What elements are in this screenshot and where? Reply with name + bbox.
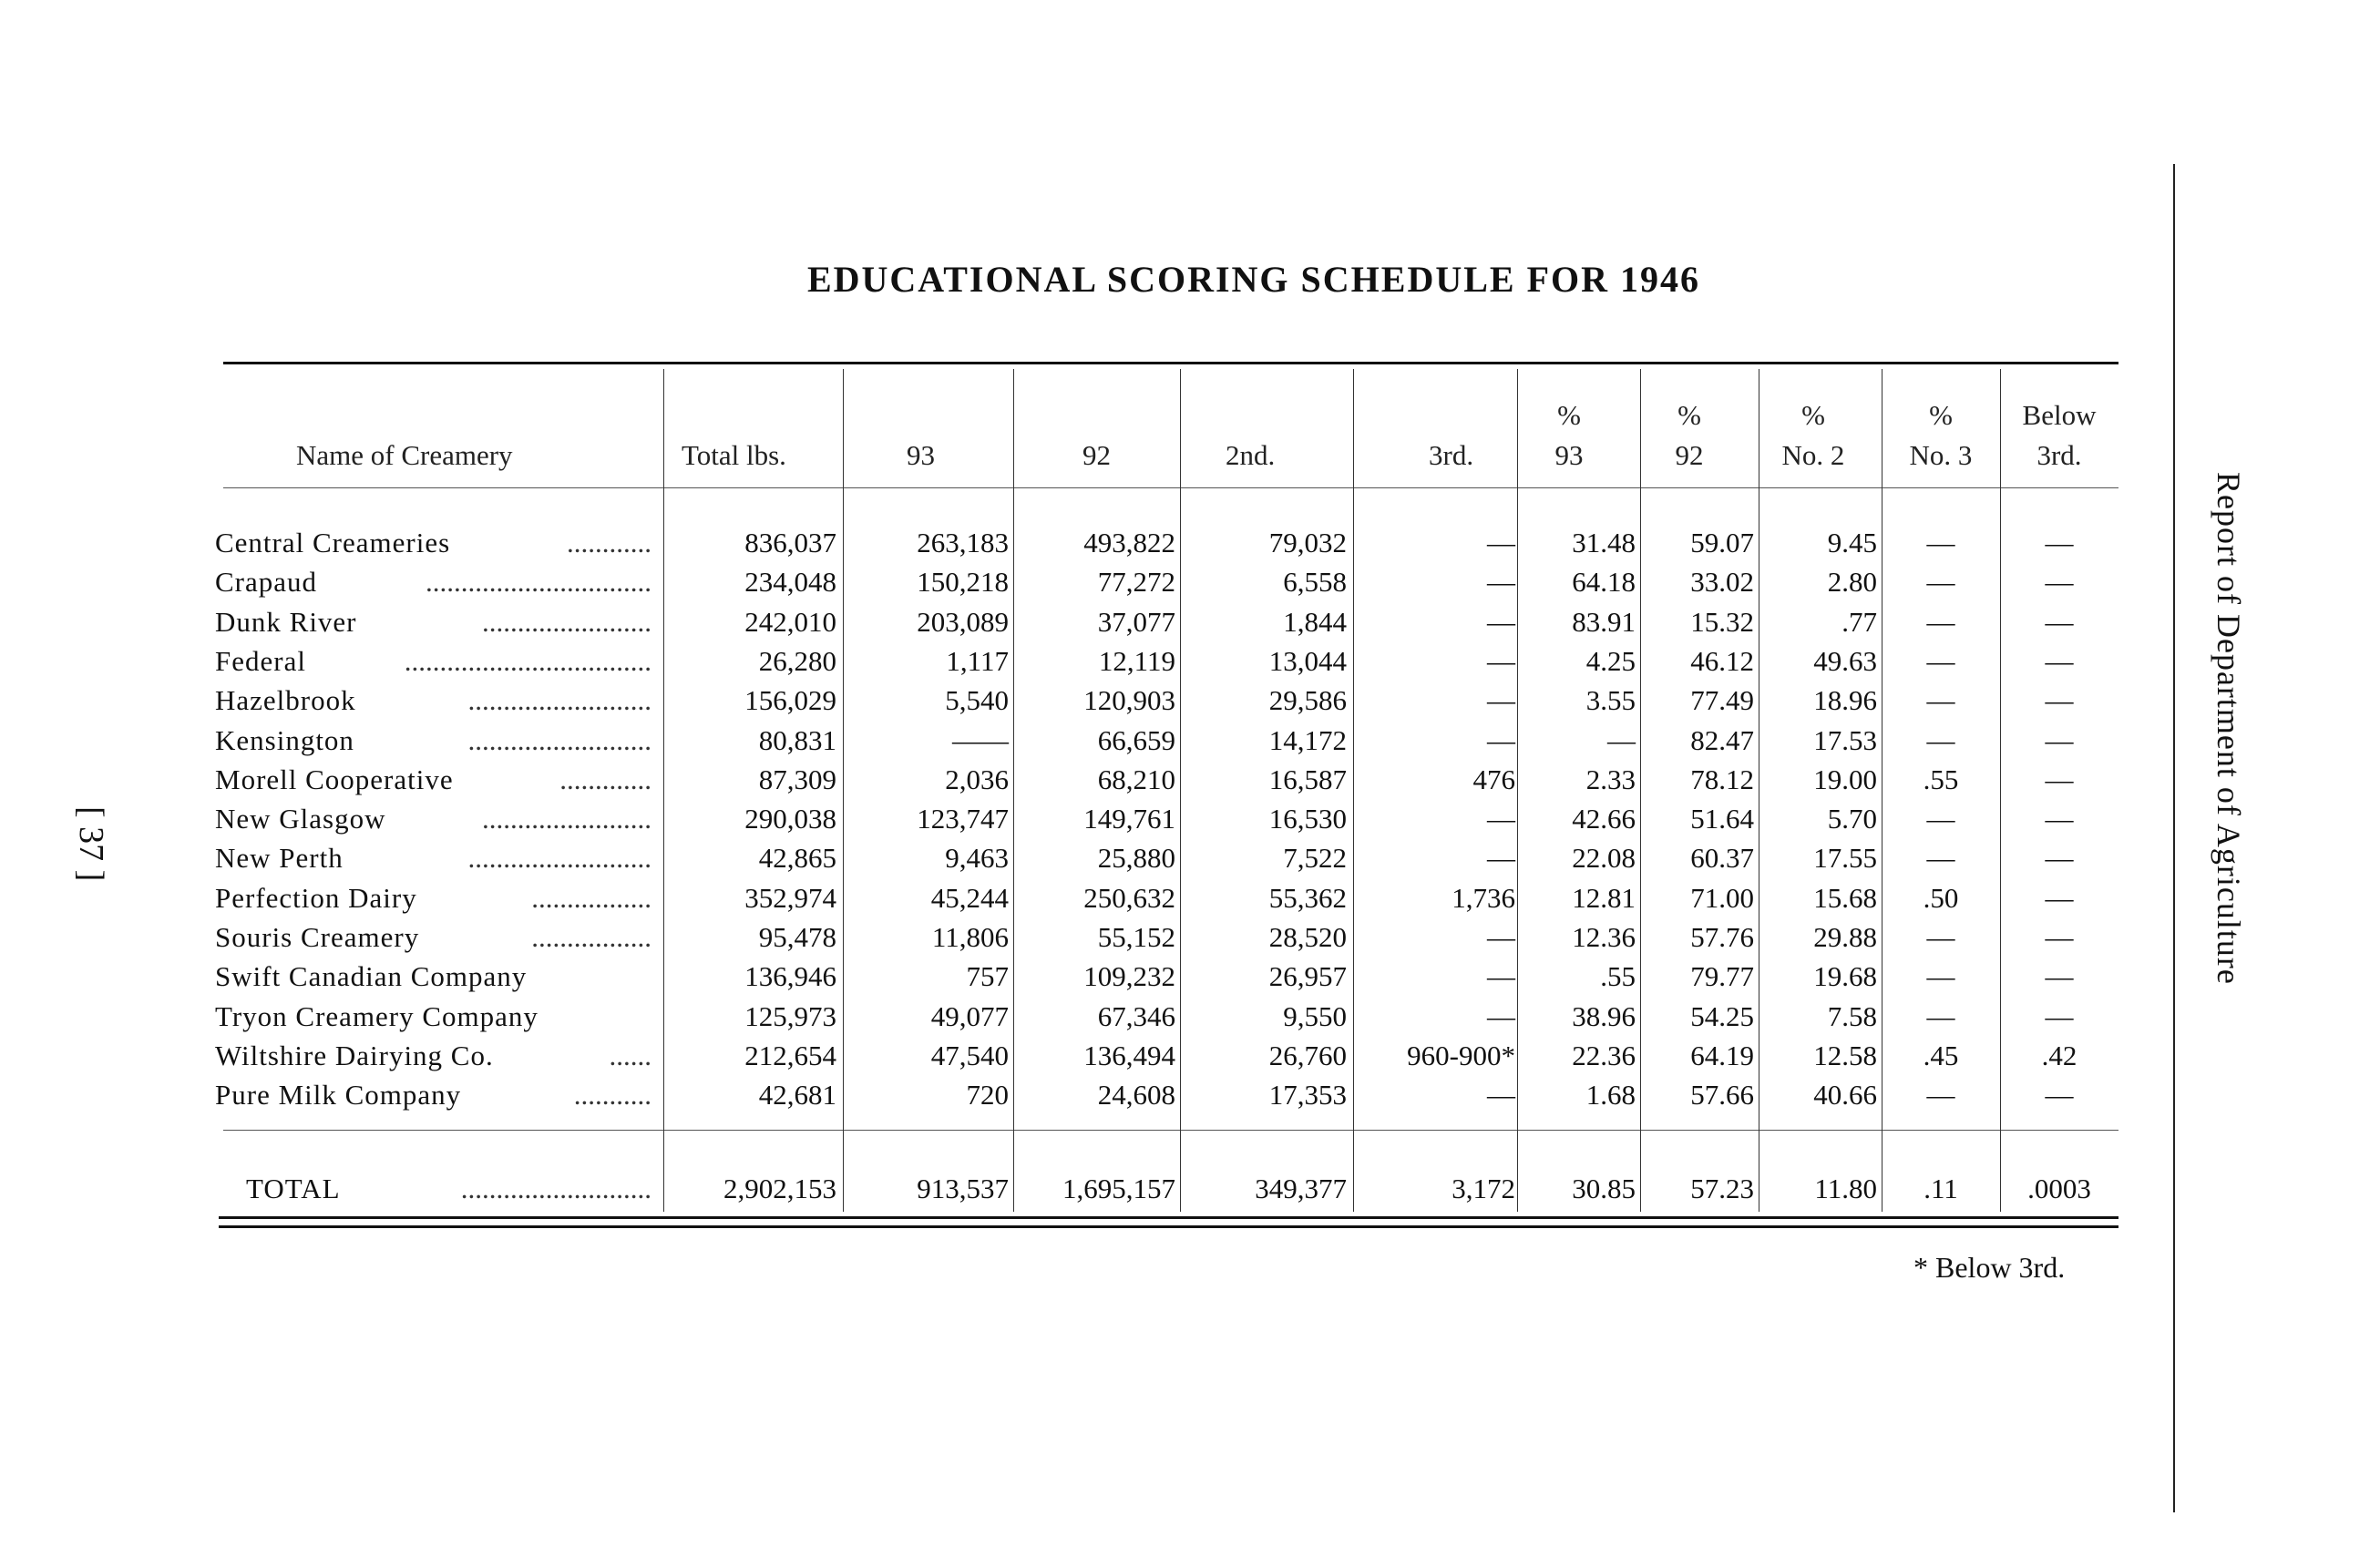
cell-below: — bbox=[2045, 527, 2074, 558]
total-second: 349,377 bbox=[1255, 1173, 1347, 1204]
leader-dots: ........................ bbox=[482, 803, 651, 835]
leader-dots: ........................ bbox=[482, 606, 651, 638]
cell-p92: 57.66 bbox=[1690, 1079, 1754, 1111]
cell-p93: 31.48 bbox=[1572, 527, 1636, 558]
cell-second: 17,353 bbox=[1268, 1079, 1347, 1111]
cell-p93: 38.96 bbox=[1572, 1000, 1636, 1032]
cell-g93: 47,540 bbox=[930, 1040, 1009, 1071]
cell-below: — bbox=[2045, 645, 2074, 677]
header-pct-p92: % bbox=[1677, 399, 1701, 431]
cell-total: 352,974 bbox=[744, 882, 836, 914]
cell-pno2: 17.53 bbox=[1813, 724, 1877, 756]
column-divider bbox=[1517, 369, 1518, 1212]
cell-below: — bbox=[2045, 921, 2074, 953]
cell-g93: 720 bbox=[966, 1079, 1009, 1111]
cell-g92: 109,232 bbox=[1083, 960, 1175, 992]
cell-p92: 57.76 bbox=[1690, 921, 1754, 953]
cell-total: 42,681 bbox=[758, 1079, 836, 1111]
total-pno3: .11 bbox=[1923, 1173, 1958, 1204]
bottom-rule-1 bbox=[219, 1216, 2118, 1219]
cell-p93: 22.36 bbox=[1572, 1040, 1636, 1071]
cell-second: 1,844 bbox=[1283, 606, 1347, 638]
header-93: 93 bbox=[907, 439, 935, 471]
cell-below: — bbox=[2045, 842, 2074, 874]
cell-pno3: .50 bbox=[1923, 882, 1959, 914]
cell-second: 9,550 bbox=[1283, 1000, 1347, 1032]
cell-p93: 3.55 bbox=[1585, 684, 1636, 716]
total-total: 2,902,153 bbox=[723, 1173, 836, 1204]
total-third: 3,172 bbox=[1452, 1173, 1515, 1204]
leader-dots: .......................... bbox=[467, 842, 651, 874]
cell-total: 136,946 bbox=[744, 960, 836, 992]
cell-second: 14,172 bbox=[1268, 724, 1347, 756]
cell-p92: 60.37 bbox=[1690, 842, 1754, 874]
cell-p93: 12.36 bbox=[1572, 921, 1636, 953]
cell-pno3: — bbox=[1926, 684, 1955, 716]
cell-below: — bbox=[2045, 566, 2074, 598]
header-p93: 93 bbox=[1554, 439, 1584, 471]
cell-g92: 120,903 bbox=[1083, 684, 1175, 716]
cell-second: 26,957 bbox=[1268, 960, 1347, 992]
cell-second: 55,362 bbox=[1268, 882, 1347, 914]
cell-g93: 203,089 bbox=[917, 606, 1009, 638]
creamery-name: New Glasgow bbox=[215, 803, 386, 835]
side-rule bbox=[2173, 164, 2175, 1512]
header-rule bbox=[223, 487, 2118, 488]
header-pct-p93: % bbox=[1557, 399, 1581, 431]
cell-third: — bbox=[1487, 684, 1515, 716]
leader-dots: ............ bbox=[567, 527, 651, 558]
column-divider bbox=[1013, 369, 1014, 1212]
cell-pno2: 29.88 bbox=[1813, 921, 1877, 953]
cell-pno2: 15.68 bbox=[1813, 882, 1877, 914]
leader-dots: .......................... bbox=[467, 684, 651, 716]
cell-total: 242,010 bbox=[744, 606, 836, 638]
cell-g93: 45,244 bbox=[930, 882, 1009, 914]
column-divider bbox=[1353, 369, 1354, 1212]
cell-pno2: 2.80 bbox=[1827, 566, 1877, 598]
total-pno2: 11.80 bbox=[1814, 1173, 1877, 1204]
leader-dots: ........................... bbox=[460, 1173, 651, 1204]
cell-p92: 79.77 bbox=[1690, 960, 1754, 992]
cell-p93: 12.81 bbox=[1572, 882, 1636, 914]
cell-p92: 59.07 bbox=[1690, 527, 1754, 558]
creamery-name: Hazelbrook bbox=[215, 684, 356, 716]
cell-p92: 51.64 bbox=[1690, 803, 1754, 835]
column-divider bbox=[1640, 369, 1641, 1212]
cell-third: 476 bbox=[1472, 763, 1515, 795]
header-below-top: Below bbox=[2022, 399, 2097, 431]
cell-p93: 1.68 bbox=[1585, 1079, 1636, 1111]
leader-dots: ............. bbox=[559, 763, 651, 795]
creamery-name: Swift Canadian Company bbox=[215, 960, 528, 992]
cell-total: 80,831 bbox=[758, 724, 836, 756]
cell-third: — bbox=[1487, 921, 1515, 953]
cell-p92: 15.32 bbox=[1690, 606, 1754, 638]
header-p92: 92 bbox=[1675, 439, 1704, 471]
cell-below: — bbox=[2045, 724, 2074, 756]
cell-g92: 149,761 bbox=[1083, 803, 1175, 835]
header-below: 3rd. bbox=[2036, 439, 2082, 471]
footnote: * Below 3rd. bbox=[1913, 1251, 2066, 1284]
cell-second: 7,522 bbox=[1283, 842, 1347, 874]
cell-g92: 68,210 bbox=[1097, 763, 1175, 795]
creamery-name: Kensington bbox=[215, 724, 354, 756]
total-g93: 913,537 bbox=[917, 1173, 1009, 1204]
header-2nd: 2nd. bbox=[1226, 439, 1276, 471]
cell-g92: 493,822 bbox=[1083, 527, 1175, 558]
creamery-name: Pure Milk Company bbox=[215, 1079, 462, 1111]
cell-pno3: — bbox=[1926, 960, 1955, 992]
cell-g93: 5,540 bbox=[945, 684, 1009, 716]
cell-g93: 263,183 bbox=[917, 527, 1009, 558]
page-title: EDUCATIONAL SCORING SCHEDULE FOR 1946 bbox=[806, 259, 1701, 300]
cell-g93: 123,747 bbox=[917, 803, 1009, 835]
cell-g92: 136,494 bbox=[1083, 1040, 1175, 1071]
total-below: .0003 bbox=[2027, 1173, 2091, 1204]
cell-total: 95,478 bbox=[758, 921, 836, 953]
cell-third: — bbox=[1487, 842, 1515, 874]
cell-pno3: — bbox=[1926, 842, 1955, 874]
pre-total-rule bbox=[223, 1130, 2118, 1131]
cell-third: 960-900* bbox=[1407, 1040, 1515, 1071]
cell-pno2: 40.66 bbox=[1813, 1079, 1877, 1111]
cell-third: 1,736 bbox=[1452, 882, 1515, 914]
leader-dots: .......................... bbox=[467, 724, 651, 756]
running-header: Report of Department of Agriculture bbox=[2211, 472, 2247, 985]
cell-g93: 2,036 bbox=[945, 763, 1009, 795]
cell-pno3: — bbox=[1926, 1079, 1955, 1111]
cell-pno2: 18.96 bbox=[1813, 684, 1877, 716]
column-divider bbox=[1180, 369, 1181, 1212]
cell-p92: 33.02 bbox=[1690, 566, 1754, 598]
total-p92: 57.23 bbox=[1690, 1173, 1754, 1204]
cell-below: — bbox=[2045, 960, 2074, 992]
header-92: 92 bbox=[1082, 439, 1111, 471]
cell-p93: 83.91 bbox=[1572, 606, 1636, 638]
cell-second: 16,530 bbox=[1268, 803, 1347, 835]
cell-below: — bbox=[2045, 684, 2074, 716]
cell-total: 212,654 bbox=[744, 1040, 836, 1071]
header-pct-pno2: % bbox=[1801, 399, 1825, 431]
cell-pno3: .45 bbox=[1923, 1040, 1959, 1071]
cell-g92: 66,659 bbox=[1097, 724, 1175, 756]
cell-total: 156,029 bbox=[744, 684, 836, 716]
leader-dots: ...... bbox=[609, 1040, 651, 1071]
cell-p92: 54.25 bbox=[1690, 1000, 1754, 1032]
header-name: Name of Creamery bbox=[296, 439, 513, 471]
creamery-name: Central Creameries bbox=[215, 527, 451, 558]
cell-g93: 1,117 bbox=[946, 645, 1009, 677]
cell-p92: 64.19 bbox=[1690, 1040, 1754, 1071]
column-divider bbox=[2000, 369, 2001, 1212]
cell-third: — bbox=[1487, 803, 1515, 835]
cell-p93: — bbox=[1607, 724, 1636, 756]
cell-second: 13,044 bbox=[1268, 645, 1347, 677]
cell-third: — bbox=[1487, 606, 1515, 638]
cell-total: 26,280 bbox=[758, 645, 836, 677]
cell-g92: 250,632 bbox=[1083, 882, 1175, 914]
cell-second: 16,587 bbox=[1268, 763, 1347, 795]
header-pct-pno3: % bbox=[1929, 399, 1953, 431]
header-pno2: No. 2 bbox=[1781, 439, 1845, 471]
creamery-name: Morell Cooperative bbox=[215, 763, 454, 795]
cell-pno3: — bbox=[1926, 921, 1955, 953]
cell-pno3: — bbox=[1926, 724, 1955, 756]
creamery-name: Perfection Dairy bbox=[215, 882, 417, 914]
cell-g92: 12,119 bbox=[1098, 645, 1175, 677]
cell-pno2: 12.58 bbox=[1813, 1040, 1877, 1071]
leader-dots: ................. bbox=[531, 882, 651, 914]
creamery-name: Crapaud bbox=[215, 566, 318, 598]
cell-third: — bbox=[1487, 1000, 1515, 1032]
page-number: [ 37 ] bbox=[72, 806, 110, 882]
cell-g92: 25,880 bbox=[1097, 842, 1175, 874]
cell-pno3: — bbox=[1926, 566, 1955, 598]
cell-second: 6,558 bbox=[1283, 566, 1347, 598]
cell-g93: 11,806 bbox=[931, 921, 1009, 953]
cell-g92: 24,608 bbox=[1097, 1079, 1175, 1111]
cell-below: — bbox=[2045, 606, 2074, 638]
cell-third: — bbox=[1487, 724, 1515, 756]
cell-total: 125,973 bbox=[744, 1000, 836, 1032]
leader-dots: ................................ bbox=[426, 566, 651, 598]
cell-g93: 150,218 bbox=[917, 566, 1009, 598]
cell-p92: 78.12 bbox=[1690, 763, 1754, 795]
cell-p93: 4.25 bbox=[1585, 645, 1636, 677]
cell-g92: 77,272 bbox=[1097, 566, 1175, 598]
creamery-name: Dunk River bbox=[215, 606, 357, 638]
cell-pno2: 5.70 bbox=[1827, 803, 1877, 835]
leader-dots: ........... bbox=[573, 1079, 651, 1111]
cell-third: — bbox=[1487, 645, 1515, 677]
cell-pno3: — bbox=[1926, 527, 1955, 558]
cell-total: 42,865 bbox=[758, 842, 836, 874]
cell-p93: 2.33 bbox=[1585, 763, 1636, 795]
cell-below: — bbox=[2045, 1079, 2074, 1111]
header-3rd: 3rd. bbox=[1429, 439, 1474, 471]
cell-pno2: 9.45 bbox=[1827, 527, 1877, 558]
cell-pno2: .77 bbox=[1841, 606, 1877, 638]
cell-p92: 46.12 bbox=[1690, 645, 1754, 677]
cell-pno2: 7.58 bbox=[1827, 1000, 1877, 1032]
cell-total: 836,037 bbox=[744, 527, 836, 558]
cell-pno3: — bbox=[1926, 645, 1955, 677]
creamery-name: New Perth bbox=[215, 842, 344, 874]
creamery-name: Wiltshire Dairying Co. bbox=[215, 1040, 494, 1071]
cell-g93: 9,463 bbox=[945, 842, 1009, 874]
cell-below: — bbox=[2045, 1000, 2074, 1032]
creamery-name: Tryon Creamery Company bbox=[215, 1000, 539, 1032]
cell-total: 87,309 bbox=[758, 763, 836, 795]
cell-third: — bbox=[1487, 960, 1515, 992]
cell-third: — bbox=[1487, 527, 1515, 558]
cell-second: 28,520 bbox=[1268, 921, 1347, 953]
cell-third: — bbox=[1487, 1079, 1515, 1111]
cell-p93: 42.66 bbox=[1572, 803, 1636, 835]
cell-p92: 77.49 bbox=[1690, 684, 1754, 716]
cell-second: 26,760 bbox=[1268, 1040, 1347, 1071]
cell-p93: 64.18 bbox=[1572, 566, 1636, 598]
top-rule bbox=[223, 362, 2118, 364]
cell-g92: 37,077 bbox=[1097, 606, 1175, 638]
total-label: TOTAL bbox=[246, 1173, 341, 1204]
cell-below: .42 bbox=[2041, 1040, 2077, 1071]
cell-second: 29,586 bbox=[1268, 684, 1347, 716]
total-p93: 30.85 bbox=[1572, 1173, 1636, 1204]
cell-p93: 22.08 bbox=[1572, 842, 1636, 874]
cell-pno3: — bbox=[1926, 1000, 1955, 1032]
cell-g92: 67,346 bbox=[1097, 1000, 1175, 1032]
cell-p92: 71.00 bbox=[1690, 882, 1754, 914]
creamery-name: Federal bbox=[215, 645, 306, 677]
cell-g93: 757 bbox=[966, 960, 1009, 992]
cell-pno2: 19.00 bbox=[1813, 763, 1877, 795]
cell-pno2: 17.55 bbox=[1813, 842, 1877, 874]
header-total: Total lbs. bbox=[682, 439, 786, 471]
cell-p92: 82.47 bbox=[1690, 724, 1754, 756]
cell-pno3: — bbox=[1926, 803, 1955, 835]
cell-p93: .55 bbox=[1600, 960, 1636, 992]
cell-pno2: 19.68 bbox=[1813, 960, 1877, 992]
cell-pno2: 49.63 bbox=[1813, 645, 1877, 677]
creamery-name: Souris Creamery bbox=[215, 921, 420, 953]
cell-below: — bbox=[2045, 803, 2074, 835]
cell-below: — bbox=[2045, 882, 2074, 914]
cell-below: — bbox=[2045, 763, 2074, 795]
header-pno3: No. 3 bbox=[1909, 439, 1973, 471]
cell-second: 79,032 bbox=[1268, 527, 1347, 558]
cell-total: 290,038 bbox=[744, 803, 836, 835]
cell-pno3: .55 bbox=[1923, 763, 1959, 795]
column-divider bbox=[663, 369, 664, 1212]
cell-g92: 55,152 bbox=[1097, 921, 1175, 953]
cell-g93: 49,077 bbox=[930, 1000, 1009, 1032]
column-divider bbox=[843, 369, 844, 1212]
leader-dots: ................................... bbox=[404, 645, 651, 677]
leader-dots: ................. bbox=[531, 921, 651, 953]
cell-pno3: — bbox=[1926, 606, 1955, 638]
total-g92: 1,695,157 bbox=[1062, 1173, 1175, 1204]
cell-g93: —— bbox=[952, 724, 1009, 756]
bottom-rule-2 bbox=[219, 1225, 2118, 1228]
cell-third: — bbox=[1487, 566, 1515, 598]
cell-total: 234,048 bbox=[744, 566, 836, 598]
